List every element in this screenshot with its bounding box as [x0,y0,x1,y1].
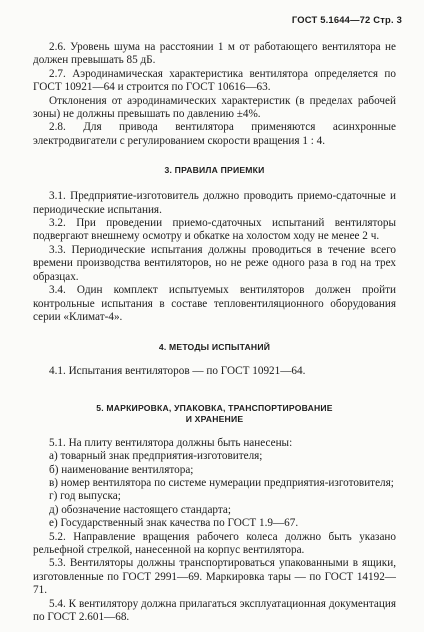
paragraph-3-3: 3.3. Периодические испытания должны проводиться в течение всего времени производства вентиляторов, но не реже одного раза в год на трех образцах. [33,243,396,283]
section-3-heading: 3. ПРАВИЛА ПРИЕМКИ [164,165,265,176]
paragraph-5-2: 5.2. Направление вращения рабочего колеса должно быть указано рельефной стрелкой, нанесенной на корпус вентилятора. [33,530,396,556]
list-item-g: г) год выпуска; [49,490,121,503]
section-5-heading-line1: 5. МАРКИРОВКА, УПАКОВКА, ТРАНСПОРТИРОВАНИЕ [96,402,333,413]
paragraph-3-4: 3.4. Один комплект испытуемых вентиляторов должен пройти контрольные испытания в составе тепловентиляционного оборудования серии «Климат-4». [33,284,396,323]
paragraph-4-1: 4.1. Испытания вентиляторов — по ГОСТ 10921—64. [49,365,306,378]
list-item-b: б) наименование вентилятора; [49,463,194,476]
list-item-v: в) номер вентилятора по системе нумерации предприятия-изготовителя; [49,476,394,489]
paragraph-2-6: 2.6. Уровень шума на расстоянии 1 м от работающего вентилятора не должен превышать 85 дБ. [33,41,396,67]
paragraph-5-3: 5.3. Вентиляторы должны транспортироваться упакованными в ящики, изготовленные по ГОСТ 2991—69. Маркировка тары — по ГОСТ 14192—71. [33,557,396,597]
section-4-heading: 4. МЕТОДЫ ИСПЫТАНИЙ [158,342,271,353]
paragraph-5-1: 5.1. На плиту вентилятора должны быть нанесены: [49,436,293,449]
document-body [33,41,396,624]
paragraph-3-2: 3.2. При проведении приемо-сдаточных испытаний вентиляторы подвергают внешнему осмотру и обкатке на холостом ходу не менее 2 ч. [33,217,396,243]
list-item-a: а) товарный знак предприятия-изготовителя; [49,450,263,463]
paragraph-2-7-deviation: Отклонения от аэродинамических характеристик (в пределах рабочей зоны) не должны превышать по давлению ±4%. [33,94,396,121]
paragraph-3-1: 3.1. Предприятие-изготовитель должно проводить приемо-сдаточные и периодические испытания. [33,190,396,216]
page-header: ГОСТ 5.1644—72 Стр. 3 [291,14,402,25]
section-5-heading [33,403,396,425]
list-item-d: д) обозначение настоящего стандарта; [49,503,231,516]
paragraph-2-7: 2.7. Аэродинамическая характеристика вентилятора определяется по ГОСТ 10921—64 и строится по ГОСТ 10616—63. [33,67,396,94]
paragraph-5-4: 5.4. К вентилятору должна прилагаться эксплуатационная документация по ГОСТ 2.601—68. [33,597,396,623]
paragraph-2-8: 2.8. Для привода вентилятора применяются асинхронные электродвигатели с регулированием скорости вращения 1 : 4. [33,121,396,147]
list-item-e: е) Государственный знак качества по ГОСТ 1.9—67. [49,517,299,530]
section-5-heading-line2: И ХРАНЕНИЕ [185,413,244,424]
